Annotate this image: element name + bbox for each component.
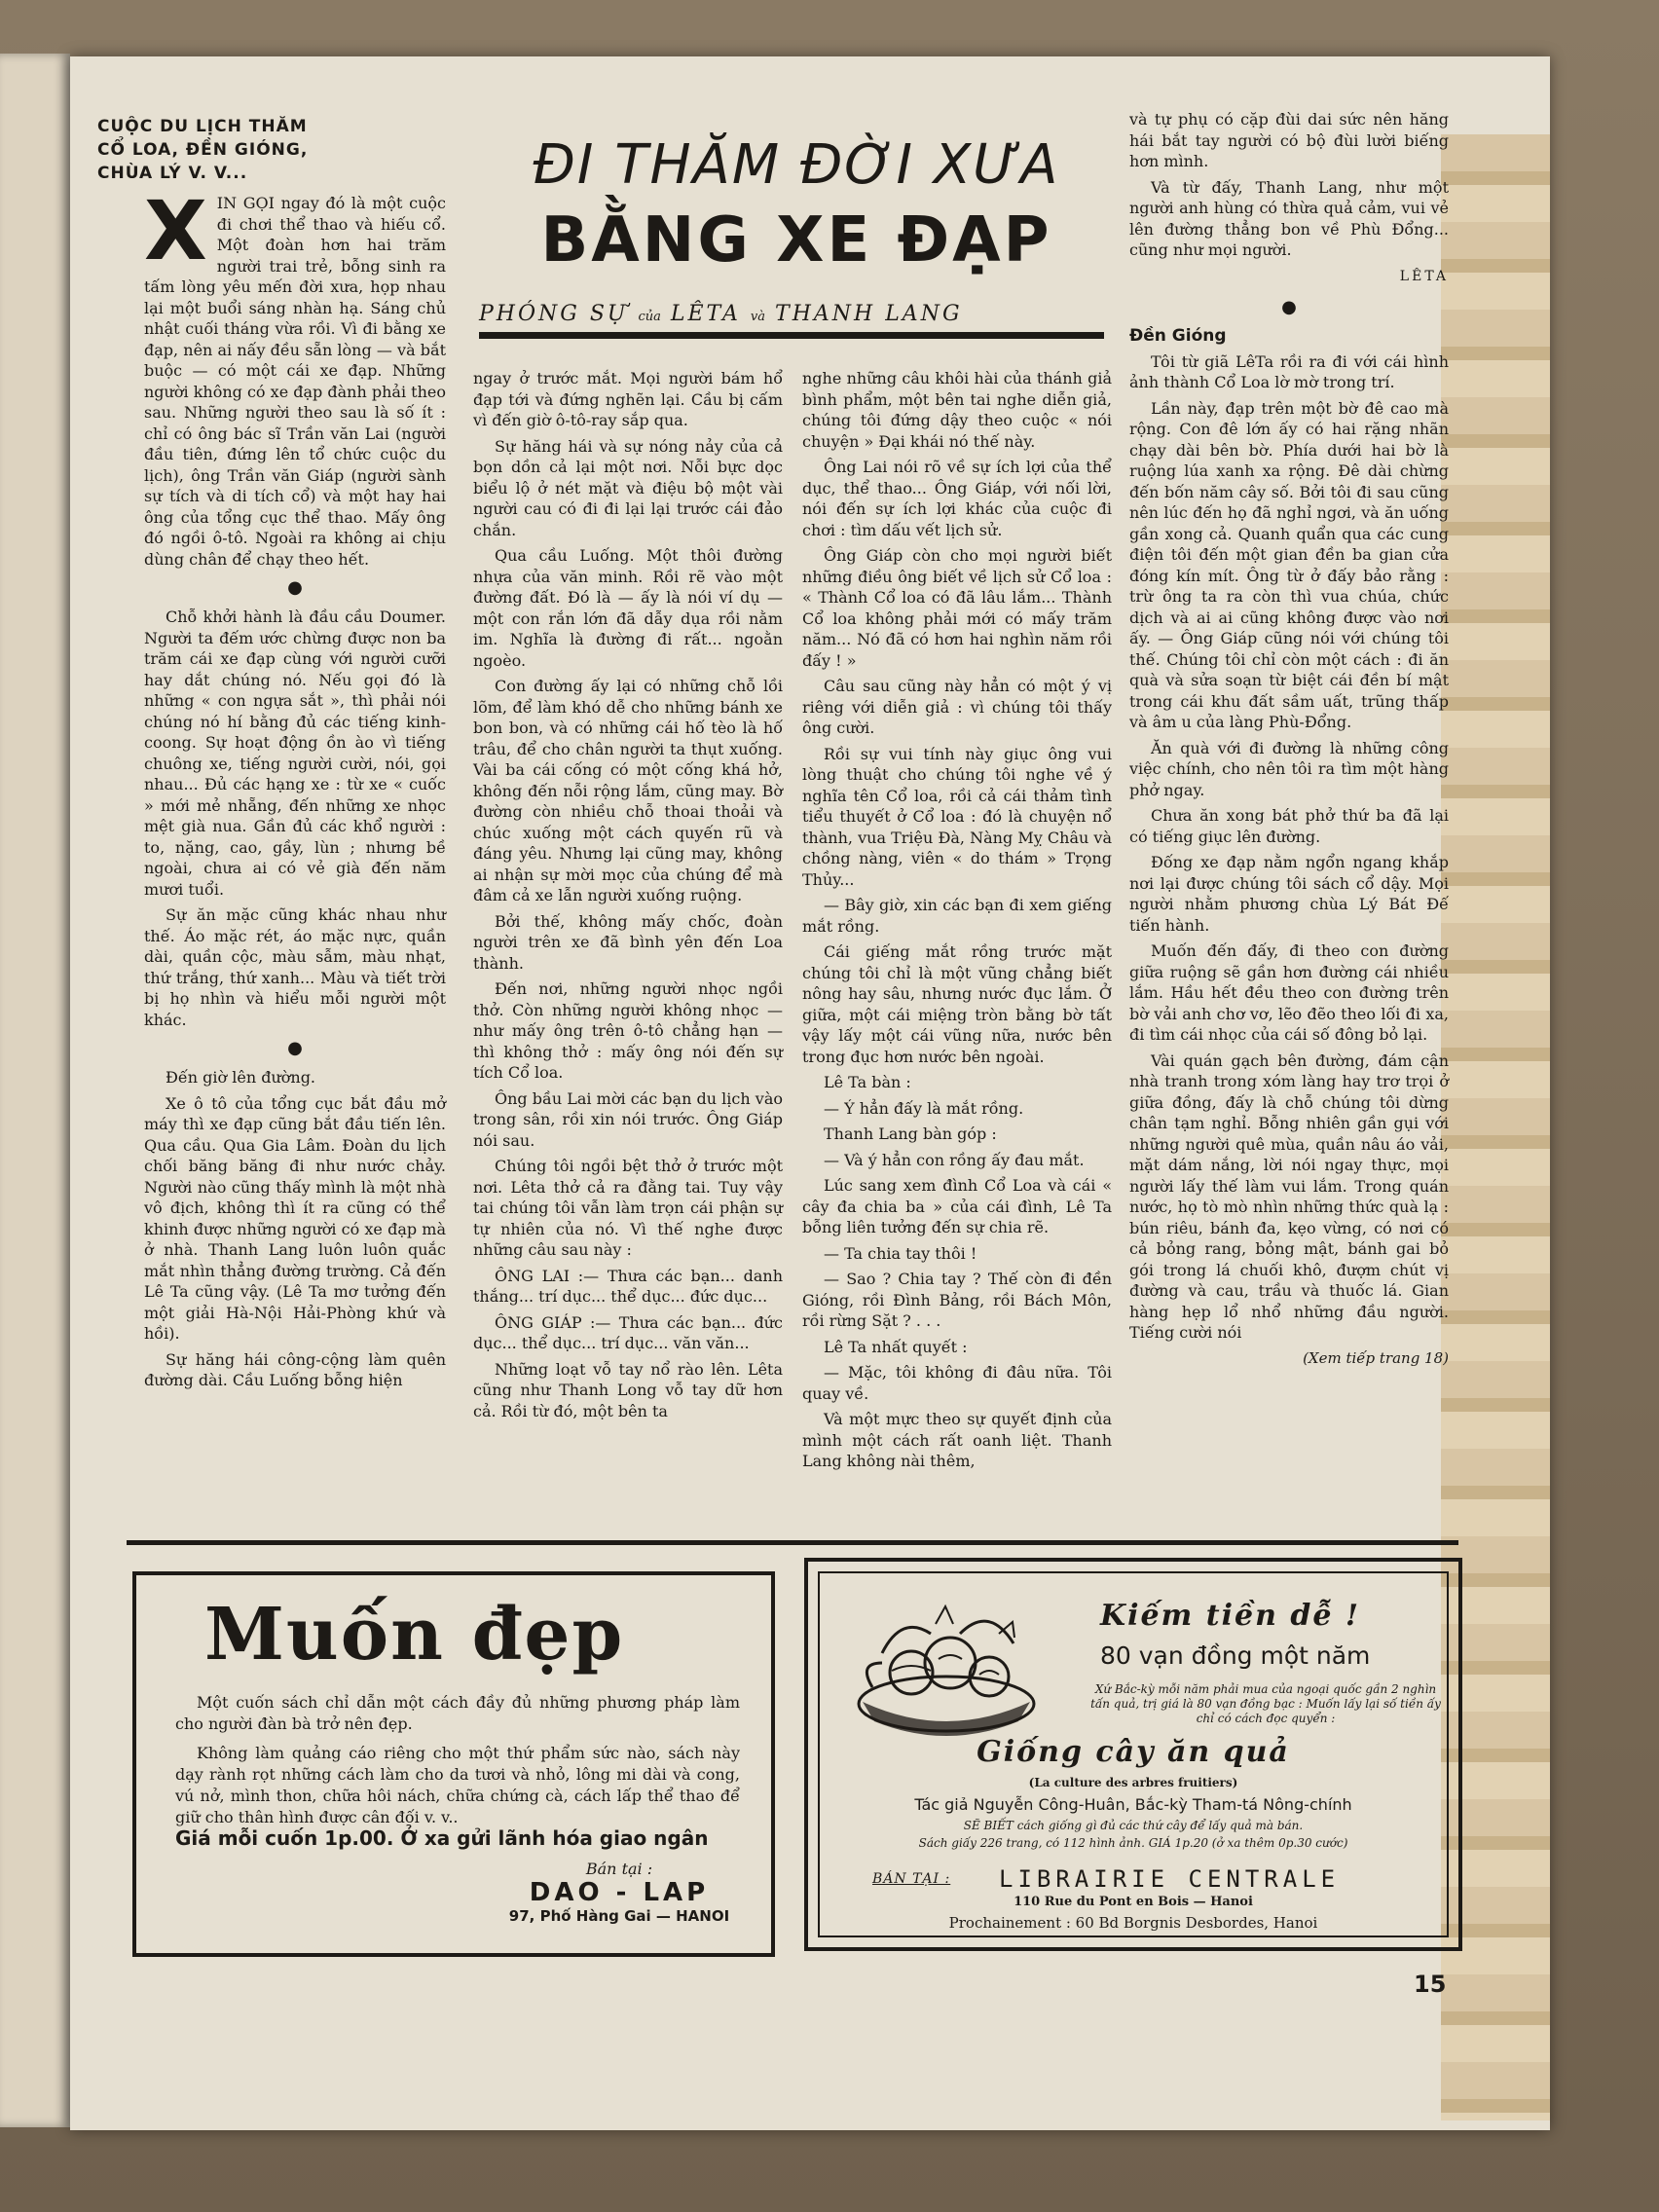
- byline: [479, 302, 1104, 339]
- paragraph: [144, 183, 446, 570]
- paragraph: — Ta chia tay thôi !: [824, 1243, 977, 1263]
- ad-body: [175, 1692, 740, 1836]
- paragraph: Đến giờ lên đường.: [166, 1068, 316, 1087]
- paragraph: Chỗ khởi hành là đầu cầu Doumer. Người ta đếm ước chừng được non ba trăm cái xe đạp cùng với người cưỡi hay dắt chúng nó. Nếu gọi đó là những « con ngựa sắt », thì phải nói chúng nó hí bằng đủ các tiếng kinh-coong. Sự hoạt động ồn ào vì tiếng chuông xe, tiếng người cười, nói, gọi nhau... Đủ các hạng xe : từ xe « cuốc » mới mẻ nhẵng, đến những xe nhọc mệt già nua. Gần đủ các khổ người : to, nặng, cao, gầy, lùn ; nhưng bề ngoài, chưa ai có vẻ già đến năm mươi tuổi.: [144, 608, 446, 899]
- ad-book-subtitle: (La culture des arbres fruitiers): [1028, 1776, 1238, 1789]
- paragraph: Lê Ta nhất quyết :: [824, 1337, 968, 1356]
- paragraph: Xe ô tô của tổng cục bắt đầu mở máy thì xe đạp cũng bắt đầu tiến lên. Qua cầu. Qua Gia Lâm. Đoàn du lịch chối băng băng đi như nước chảy. Người nào cũng thấy mình là một nhà vô địch, không thì ít ra cũng có thể khinh được những người có xe đạp mà ở nhà. Thanh Lang luôn luôn quắc mắt nhìn thẳng đường trường. Cả đến Lê Ta cũng vậy. (Lê Ta mơ tưởng đến một giải Hà-Nội Hải-Phòng khứ và hồi).: [144, 1093, 446, 1343]
- ad-title: Muốn đẹp: [204, 1593, 625, 1677]
- ad-book-note: SẼ BIẾT cách giống gì đủ các thứ cây để lấy quả mà bán.: [963, 1819, 1304, 1832]
- paragraph: Thanh Lang bàn góp :: [824, 1124, 997, 1143]
- ad-sold-at-label: Bán tại :: [585, 1860, 653, 1878]
- paragraph: Sự ăn mặc cũng khác nhau như thế. Áo mặc rét, áo mặc nực, quần dài, quần cộc, màu sẫm, màu nhạt, thứ trắng, thứ xanh... Màu và tiết trời bị họ nhìn và hiểu mỗi người một khác.: [144, 905, 446, 1029]
- article-column-3: [802, 368, 1112, 1477]
- ad-book-title: Giống cây ăn quả: [977, 1735, 1290, 1769]
- paragraph: Ông Lai nói rõ về sự ích lợi của thể dục, thể thao... Ông Giáp, với nối lời, nói đến sự ích lợi khác của cuộc đi chơi : tìm dấu vết lịch sử.: [802, 458, 1112, 539]
- page-number: 15: [1414, 1971, 1447, 1998]
- paragraph: Muốn đến đấy, đi theo con đường giữa ruộng sẽ gần hơn đường cái nhiều lắm. Hầu hết đều theo con đường trên bờ vải anh chơ vơ, lẽo đẽo theo lối đi xa, đi tìm cái nhọc của cái số đông bỏ lại.: [1129, 941, 1449, 1044]
- paragraph: Đến nơi, những người nhọc ngồi thở. Còn những người không nhọc — như mấy ông trên ô-tô chẳng hạn — thì không thở : mấy ông nói đến sự tích Cổ loa.: [473, 979, 783, 1082]
- paragraph: Sự hăng hái và sự nóng nảy của cả bọn dồn cả lại một nơi. Nỗi bực dọc biểu lộ ở nét mặt và điệu bộ một vài người cau có đi đi lại lại trước cái đảo chắn.: [473, 436, 783, 539]
- article-headline: [475, 131, 1118, 281]
- byline-author-2: THANH LANG: [775, 302, 963, 326]
- paragraph: — Sao ? Chia tay ? Thế còn đi đền Gióng, rồi Đình Bảng, rồi Bách Môn, rồi rừng Sặt ? . . .: [802, 1270, 1112, 1330]
- paragraph: Ông bầu Lai mời các bạn du lịch vào trong sân, rồi xin nói trước. Ông Giáp nói sau.: [473, 1088, 783, 1150]
- paragraph: nghe những câu khôi hài của thánh giả bình phẩm, một bên tai nghe diễn giả, chúng tôi đứng dậy theo cuộc « nói chuyện » Đại khái nó thế này.: [802, 369, 1112, 451]
- headline-line-1: ĐI THĂM ĐỜI XƯA: [533, 133, 1060, 197]
- ad-separator-rule: [127, 1540, 1458, 1545]
- ad-subheadline: 80 vạn đồng một năm: [1100, 1641, 1371, 1670]
- ad-intro-text: Xứ Bắc-kỳ mỗi năm phải mua của ngoại quốc gần 2 nghìn tấn quả, trị giá là 80 vạn đồng bạc : Muốn lấy lại số tiền ấy chỉ có cách đọc quyển :: [1090, 1682, 1441, 1725]
- ad-seller-address: 97, Phố Hàng Gai — HANOI: [508, 1907, 730, 1925]
- paragraph: Chưa ăn xong bát phở thứ ba đã lại có tiếng giục lên đường.: [1129, 806, 1449, 846]
- kicker-line: CỔ LOA, ĐỀN GIÓNG,: [97, 140, 309, 160]
- paragraph: Cái giếng mắt rồng trước mặt chúng tôi chỉ là một vũng chẳng biết nông hay sâu, nhưng nước đục lắm. Ở giữa, một cái miệng tròn bằng bờ tất vậy lấy một cái vũng nữa, nước bên trong đục hơn nước bên ngoài.: [802, 942, 1112, 1066]
- paragraph-text: IN GỌI ngay đó là một cuộc đi chơi thể thao và hiếu cổ. Một đoàn hơn hai trăm người trai trẻ, bỗng sinh ra tấm lòng yêu mến đời xưa, họp nhau lại một buổi sáng nhàn hạ. Sáng chủ nhật cuối tháng vừa rồi. Vì đi bằng xe đạp, nên ai nấy đều sẵn lòng — và bắt buộc — có một cái xe đạp. Những người không có xe đạp đành phải theo sau. Những người theo sau là số ít : chỉ có ông bác sĩ Trần văn Lai (người đầu tiên, đứng lên tổ chức cuộc du lịch), ông Trần văn Giáp (người sành sự tích và di tích cổ) và một hay hai ông của tổng cục thể thao. Mấy ông đó ngồi ô-tô. Ngoài ra không ai chịu dùng chân để chạy theo hết.: [144, 194, 446, 569]
- section-dot: ●: [287, 1038, 303, 1058]
- paragraph: Câu sau cũng này hẳn có một ý vị riêng với diễn giả : vì chúng tôi thấy ông cười.: [802, 677, 1112, 737]
- article-kicker: [97, 115, 419, 185]
- paragraph: Ăn quà với đi đường là những công việc chính, cho nên tôi ra tìm một hàng phở ngay.: [1129, 738, 1449, 799]
- paragraph: Con đường ấy lại có những chỗ lồi lõm, để làm khó dễ cho những bánh xe bon bon, và có những cái hố tèo là hố trâu, để cho chân người ta thụt xuống. Vài ba cái cống có một cống khá hở, không đến nỗi rộng lắm, cũng may. Bờ đường còn nhiều chỗ thoai thoải và chúc xuống một cách quyến rũ và đáng yêu. Nhưng lại cũng may, không ai nhận sự mời mọc của chúng để mà đâm cả xe lẫn người xuống ruộng.: [473, 677, 783, 904]
- paragraph: Tôi từ giã LêTa rồi ra đi với cái hình ảnh thành Cổ Loa lờ mờ trong trí.: [1129, 351, 1449, 391]
- ad-sold-at-label: BÁN TẠI :: [872, 1871, 951, 1887]
- paragraph: Sự hăng hái công-cộng làm quên đường dài. Cầu Luống bỗng hiện: [144, 1349, 446, 1389]
- paragraph: Rồi sự vui tính này giục ông vui lòng thuật cho chúng tôi nghe về ý nghĩa tên Cổ loa, rồi cả cái thảm tình tiểu thuyết ở Cổ loa : đó là chuyện nổ thành, vua Triệu Đà, Nàng Mỵ Châu và chồng nàng, viên « do thám » Trọng Thủy...: [802, 744, 1112, 889]
- section-dot: ●: [1281, 297, 1297, 317]
- paragraph: ÔNG GIÁP :— Thưa các bạn... đức dục... thể dục... trí dục... văn văn...: [473, 1312, 783, 1352]
- continued-note: (Xem tiếp trang 18): [1303, 1348, 1449, 1367]
- kicker-line: CHÙA LÝ V. V...: [97, 164, 248, 183]
- article-column-2: [473, 368, 783, 1426]
- byline-and: và: [750, 310, 766, 324]
- ad-book-author: Tác giả Nguyễn Công-Huân, Bắc-kỳ Tham-tá Nông-chính: [914, 1795, 1352, 1814]
- paragraph: — Mặc, tôi không đi đâu nữa. Tôi quay về.: [802, 1363, 1112, 1403]
- ad-seller: [493, 1860, 746, 1925]
- paragraph: Lúc sang xem đình Cổ Loa và cái « cây đa chia ba » của cái đình, Lê Ta bỗng liên tưởng đến sự chia rẽ.: [802, 1176, 1112, 1236]
- paragraph: — Ý hẳn đấy là mắt rồng.: [824, 1098, 1024, 1118]
- ad-seller-name: DAO - LAP: [529, 1878, 710, 1907]
- article-column-4: [1129, 109, 1449, 1369]
- ad-muon-dep: [132, 1571, 775, 1957]
- ad-store-upcoming: Prochainement : 60 Bd Borgnis Desbordes, Hanoi: [948, 1914, 1318, 1932]
- paragraph: Lần này, đạp trên một bờ đê cao mà rộng. Con đê lớn ấy có hai rặng nhãn chạy dài bên bờ. Phía dưới hai bờ là ruộng lúa xanh xa rộng. Đê dài chừng đến bốn năm cây số. Bởi tôi đi sau cũng nên lúc đến họ đã nghỉ ngơi, và ăn uống gần xong cả. Quanh quẩn qua các cung điện tôi đến một gian đền ba gian cửa đóng kín mít. Ông từ ở đấy bảo rằng : trừ ông ta ra còn thì vua chúa, chức dịch và ai ai cũng không được vào nơi ấy. — Ông Giáp cũng nói với chúng tôi thế. Chúng tôi chỉ còn một cách : đi ăn quà và sửa soạn từ biệt cái đền bí mật trong cái khu đất sầm uất, trũng thấp và âm u của làng Phù-Đổng.: [1129, 398, 1449, 731]
- ad-paragraph: Không làm quảng cáo riêng cho một thứ phẩm sức nào, sách này dạy rành rọt những cách làm cho da tươi và nhỏ, lông mi dài và cong, vú nở, mình thon, chữa hôi nách, chữa chứng cà, cách lấp thể thao để giữ cho thân hình được cân đối v. v..: [175, 1744, 740, 1826]
- headline-line-2: BẰNG XE ĐẠP: [540, 204, 1052, 276]
- paragraph: Những loạt vỗ tay nổ rào lên. Lêta cũng như Thanh Long vỗ tay dữ hơn cả. Rồi từ đó, một bên ta: [473, 1359, 783, 1420]
- paragraph: Bởi thế, không mấy chốc, đoàn người trên xe đã bình yên đến Loa thành.: [473, 911, 783, 973]
- paragraph: — Và ý hẳn con rồng ấy đau mắt.: [824, 1150, 1085, 1169]
- byline-author-1: LÊTA: [670, 302, 741, 326]
- ad-headline: Kiếm tiền dễ !: [1100, 1599, 1361, 1633]
- paragraph: — Bây giờ, xin các bạn đi xem giếng mắt rồng.: [802, 896, 1112, 936]
- article-column-1: [144, 183, 446, 1396]
- paragraph: ÔNG LAI :— Thưa các bạn... danh thắng... trí dục... thể dục... đức dục...: [473, 1266, 783, 1306]
- paragraph: Và từ đấy, Thanh Lang, như một người anh hùng có thừa quả cảm, vui vẻ lên đường thẳng bon về Phù Đổng... cũng như mọi người.: [1129, 177, 1449, 259]
- ad-store-address: 110 Rue du Pont en Bois — Hanoi: [1014, 1895, 1253, 1909]
- paragraph: Qua cầu Luống. Một thôi đường nhựa của văn minh. Rồi rẽ vào một đường đất. Đó là — ấy là nói ví dụ — một con rắn lớn đã dẫy dụa rồi nằm im. Nghĩa là đường đi rất... ngoằn ngoèo.: [473, 546, 783, 670]
- byline-of: của: [638, 310, 661, 324]
- paragraph: Chúng tôi ngồi bệt thở ở trước một nơi. Lêta thở cả ra đằng tai. Tuy vậy tai chúng tôi vẫn làm trọn cái phận sự tự nhiên của nó. Vì thế nghe được những câu sau này :: [473, 1157, 783, 1259]
- paragraph: Đống xe đạp nằm ngổn ngang khắp nơi lại được chúng tôi sách cổ dậy. Mọi người nhằm phương chùa Lý Bát Đế tiến hành.: [1129, 853, 1449, 935]
- paragraph: Vài quán gạch bên đường, đám cận nhà tranh trong xóm làng hay trơ trọi ở giữa đồng, đấy là chỗ chúng tôi dừng chân tạm nghỉ. Bỗng nhiên gần gụi với những người quê mùa, quần nâu áo vải, mặt dám nắng, lời nói ngay thực, mọi người lấy thế làm vui lắm. Trong quán nước, họ tò mò nhìn những thức quà lạ : bún riêu, bánh đa, kẹo vừng, có nơi có cả bỏng rang, bỏng mật, bánh gai bỏ gói trong lá chuối khô, đượm chút vị đường và cau, trầu và thuốc lá. Gian hàng hẹp lổ nhổ những đầu người. Tiếng cười nói: [1129, 1051, 1449, 1342]
- paragraph: và tự phụ có cặp đùi dai sức nên hăng hái bắt tay người có bộ đùi lười biếng hơn mình.: [1129, 110, 1449, 170]
- ad-giong-cay-an-qua: [804, 1558, 1462, 1951]
- paragraph: Ông Giáp còn cho mọi người biết những điều ông biết về lịch sử Cổ loa : « Thành Cổ loa có đã lâu lắm... Thành Cổ loa không phải mới có mấy trăm năm... Nó đã có hơn hai nghìn năm rồi đấy ! »: [802, 546, 1112, 670]
- section-heading: Đền Gióng: [1129, 326, 1227, 346]
- ad-store-name: LIBRAIRIE CENTRALE: [999, 1865, 1341, 1893]
- paragraph: Lê Ta bàn :: [824, 1073, 911, 1091]
- ad-paragraph: Một cuốn sách chỉ dẫn một cách đầy đủ những phương pháp làm cho người đàn bà trở nên đẹp.: [175, 1693, 740, 1733]
- previous-page-edge: [0, 54, 70, 2127]
- paragraph: ngay ở trước mắt. Mọi người bám hổ đạp tới và đứng nghẽn lại. Cầu bị cấm vì đến giờ ô-tô-ray sắp qua.: [473, 369, 783, 429]
- paragraph: Và một mực theo sự quyết định của mình một cách rất oanh liệt. Thanh Lang không nài thêm,: [802, 1410, 1112, 1470]
- ad-book-specs: Sách giấy 226 trang, có 112 hình ảnh. GIÁ 1p.20 (ở xa thêm 0p.30 cước): [918, 1836, 1348, 1850]
- fruit-basket-illustration: [843, 1595, 1050, 1741]
- ad-price: Giá mỗi cuốn 1p.00. Ở xa gửi lãnh hóa giao ngân: [175, 1826, 709, 1850]
- section-dot: ●: [287, 577, 303, 598]
- kicker-line: CUỘC DU LỊCH THĂM: [97, 117, 308, 136]
- byline-prefix: PHÓNG SỰ: [479, 302, 629, 326]
- author-signature: LÊTA: [1399, 268, 1449, 284]
- drop-cap: X: [144, 183, 207, 278]
